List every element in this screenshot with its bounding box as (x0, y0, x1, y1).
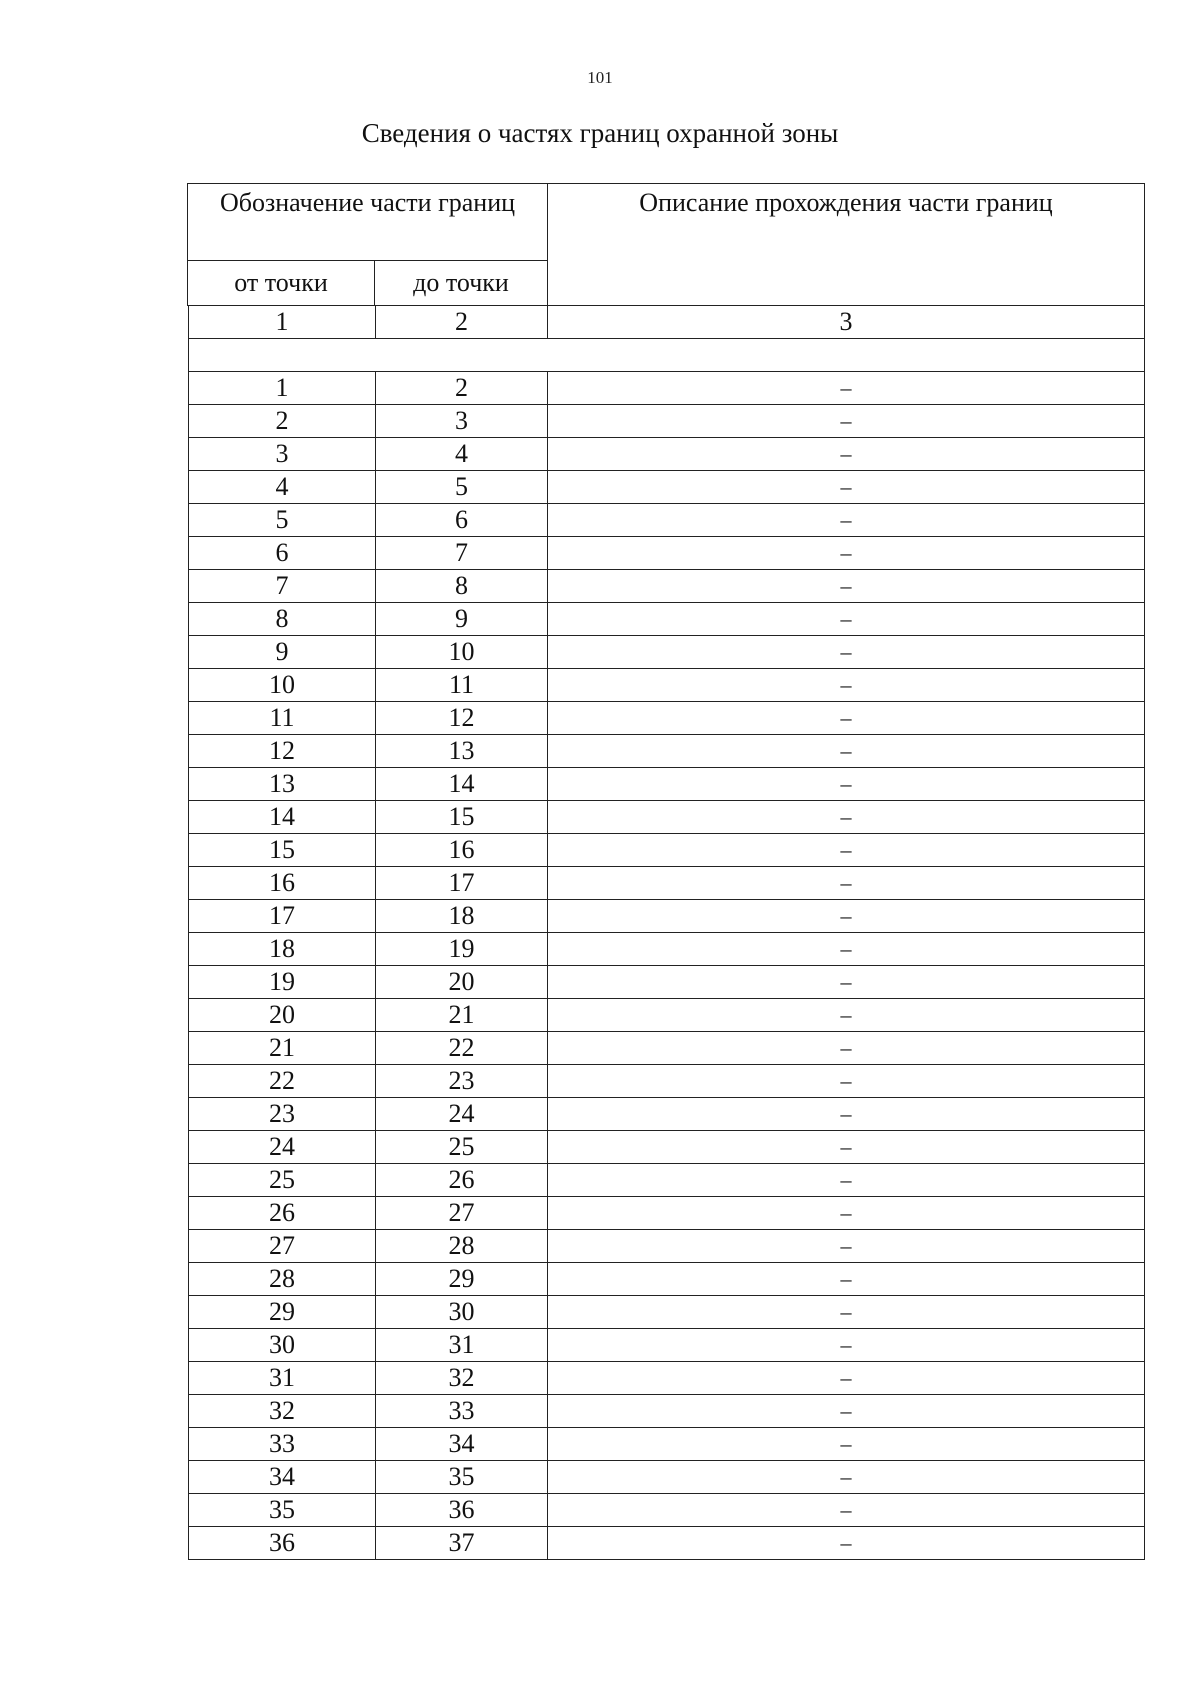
to-point-cell: 9 (376, 603, 548, 636)
table-row (189, 504, 1145, 537)
from-point-cell: 29 (189, 1296, 376, 1329)
page-number: 101 (587, 68, 613, 87)
to-point-cell: 4 (376, 438, 548, 471)
to-point-cell: 16 (376, 834, 548, 867)
from-point-cell: 12 (189, 735, 376, 768)
from-point-cell: 23 (189, 1098, 376, 1131)
from-point-cell: 14 (189, 801, 376, 834)
description-cell: – (548, 1362, 1145, 1395)
table-row (189, 702, 1145, 735)
to-point-cell: 21 (376, 999, 548, 1032)
from-point-cell: 7 (189, 570, 376, 603)
table-row (189, 570, 1145, 603)
table-row (189, 1494, 1145, 1527)
to-point-cell: 36 (376, 1494, 548, 1527)
description-cell: – (548, 1329, 1145, 1362)
description-cell: – (548, 1494, 1145, 1527)
table-row (189, 1164, 1145, 1197)
description-cell: – (548, 1296, 1145, 1329)
table-row (189, 603, 1145, 636)
from-point-cell: 17 (189, 900, 376, 933)
header-from-cell: от точки (188, 261, 375, 306)
description-cell: – (548, 1395, 1145, 1428)
description-cell: – (548, 1527, 1145, 1560)
from-point-cell: 27 (189, 1230, 376, 1263)
from-point-cell: 35 (189, 1494, 376, 1527)
description-cell: – (548, 405, 1145, 438)
description-cell: – (548, 1428, 1145, 1461)
to-point-cell: 12 (376, 702, 548, 735)
table-row (189, 537, 1145, 570)
table-row (189, 372, 1145, 405)
description-cell: – (548, 933, 1145, 966)
table-row (189, 1098, 1145, 1131)
to-point-cell: 3 (376, 405, 548, 438)
to-point-cell: 13 (376, 735, 548, 768)
from-point-cell: 20 (189, 999, 376, 1032)
table-row (189, 1428, 1145, 1461)
from-point-cell: 4 (189, 471, 376, 504)
from-point-cell: 19 (189, 966, 376, 999)
header-to-cell: до точки (375, 261, 548, 306)
from-point-cell: 11 (189, 702, 376, 735)
description-cell: – (548, 504, 1145, 537)
table-row (189, 1395, 1145, 1428)
to-point-cell: 28 (376, 1230, 548, 1263)
to-point-cell: 8 (376, 570, 548, 603)
column-number-cell: 3 (548, 306, 1145, 339)
from-point-cell: 21 (189, 1032, 376, 1065)
to-point-cell: 15 (376, 801, 548, 834)
description-cell: – (548, 966, 1145, 999)
boundary-parts-table (188, 305, 1145, 1560)
description-cell: – (548, 471, 1145, 504)
from-point-cell: 9 (189, 636, 376, 669)
table-row (189, 1461, 1145, 1494)
table-row (189, 834, 1145, 867)
blank-row (189, 339, 1145, 372)
from-point-cell: 31 (189, 1362, 376, 1395)
page-title: Сведения о частях границ охранной зоны (361, 118, 839, 148)
description-cell: – (548, 1197, 1145, 1230)
table-header (187, 183, 1145, 306)
from-point-cell: 3 (189, 438, 376, 471)
table-row (189, 1230, 1145, 1263)
description-cell: – (548, 1263, 1145, 1296)
description-cell: – (548, 669, 1145, 702)
table-row (189, 405, 1145, 438)
description-cell: – (548, 867, 1145, 900)
description-cell: – (548, 1131, 1145, 1164)
to-point-cell: 6 (376, 504, 548, 537)
to-point-cell: 7 (376, 537, 548, 570)
description-cell: – (548, 900, 1145, 933)
from-point-cell: 2 (189, 405, 376, 438)
to-point-cell: 32 (376, 1362, 548, 1395)
description-cell: – (548, 603, 1145, 636)
to-point-cell: 23 (376, 1065, 548, 1098)
from-point-cell: 16 (189, 867, 376, 900)
table-row (189, 1131, 1145, 1164)
to-point-cell: 20 (376, 966, 548, 999)
from-point-cell: 30 (189, 1329, 376, 1362)
table-row (189, 1263, 1145, 1296)
table-row (189, 471, 1145, 504)
table-row (189, 933, 1145, 966)
from-point-cell: 15 (189, 834, 376, 867)
description-cell: – (548, 537, 1145, 570)
to-point-cell: 24 (376, 1098, 548, 1131)
from-point-cell: 36 (189, 1527, 376, 1560)
description-cell: – (548, 1461, 1145, 1494)
to-point-cell: 5 (376, 471, 548, 504)
to-point-cell: 29 (376, 1263, 548, 1296)
from-point-cell: 13 (189, 768, 376, 801)
from-point-cell: 18 (189, 933, 376, 966)
description-cell: – (548, 372, 1145, 405)
description-cell: – (548, 636, 1145, 669)
description-cell: – (548, 768, 1145, 801)
column-number-cell: 1 (189, 306, 376, 339)
description-cell: – (548, 570, 1145, 603)
to-point-cell: 25 (376, 1131, 548, 1164)
from-point-cell: 24 (189, 1131, 376, 1164)
table-row (189, 867, 1145, 900)
table-row (189, 900, 1145, 933)
blank-cell (189, 339, 1145, 372)
from-point-cell: 28 (189, 1263, 376, 1296)
to-point-cell: 14 (376, 768, 548, 801)
description-cell: – (548, 1164, 1145, 1197)
table-row (189, 1065, 1145, 1098)
table-row (189, 966, 1145, 999)
header-group-cell: Обозначение части границ (188, 184, 548, 261)
description-cell: – (548, 801, 1145, 834)
to-point-cell: 19 (376, 933, 548, 966)
table-row (189, 636, 1145, 669)
description-cell: – (548, 438, 1145, 471)
from-point-cell: 33 (189, 1428, 376, 1461)
to-point-cell: 22 (376, 1032, 548, 1065)
from-point-cell: 32 (189, 1395, 376, 1428)
from-point-cell: 10 (189, 669, 376, 702)
table-row (189, 438, 1145, 471)
column-number-row (189, 306, 1145, 339)
to-point-cell: 31 (376, 1329, 548, 1362)
from-point-cell: 34 (189, 1461, 376, 1494)
to-point-cell: 37 (376, 1527, 548, 1560)
to-point-cell: 10 (376, 636, 548, 669)
from-point-cell: 26 (189, 1197, 376, 1230)
from-point-cell: 1 (189, 372, 376, 405)
from-point-cell: 22 (189, 1065, 376, 1098)
table-row (189, 1197, 1145, 1230)
from-point-cell: 6 (189, 537, 376, 570)
to-point-cell: 35 (376, 1461, 548, 1494)
table-row (189, 999, 1145, 1032)
to-point-cell: 27 (376, 1197, 548, 1230)
table-row (189, 768, 1145, 801)
to-point-cell: 26 (376, 1164, 548, 1197)
table-row (189, 669, 1145, 702)
description-cell: – (548, 1230, 1145, 1263)
to-point-cell: 11 (376, 669, 548, 702)
description-cell: – (548, 999, 1145, 1032)
column-number-cell: 2 (376, 306, 548, 339)
table-row (189, 1527, 1145, 1560)
to-point-cell: 30 (376, 1296, 548, 1329)
from-point-cell: 5 (189, 504, 376, 537)
to-point-cell: 34 (376, 1428, 548, 1461)
description-cell: – (548, 1065, 1145, 1098)
to-point-cell: 2 (376, 372, 548, 405)
table-row (189, 1362, 1145, 1395)
to-point-cell: 33 (376, 1395, 548, 1428)
description-cell: – (548, 1032, 1145, 1065)
table-row (189, 801, 1145, 834)
from-point-cell: 8 (189, 603, 376, 636)
header-description-cell: Описание прохождения части границ (548, 184, 1145, 306)
description-cell: – (548, 1098, 1145, 1131)
table-row (189, 1032, 1145, 1065)
to-point-cell: 18 (376, 900, 548, 933)
description-cell: – (548, 834, 1145, 867)
table-row (189, 735, 1145, 768)
table-row (189, 1296, 1145, 1329)
description-cell: – (548, 735, 1145, 768)
description-cell: – (548, 702, 1145, 735)
to-point-cell: 17 (376, 867, 548, 900)
table-row (189, 1329, 1145, 1362)
from-point-cell: 25 (189, 1164, 376, 1197)
